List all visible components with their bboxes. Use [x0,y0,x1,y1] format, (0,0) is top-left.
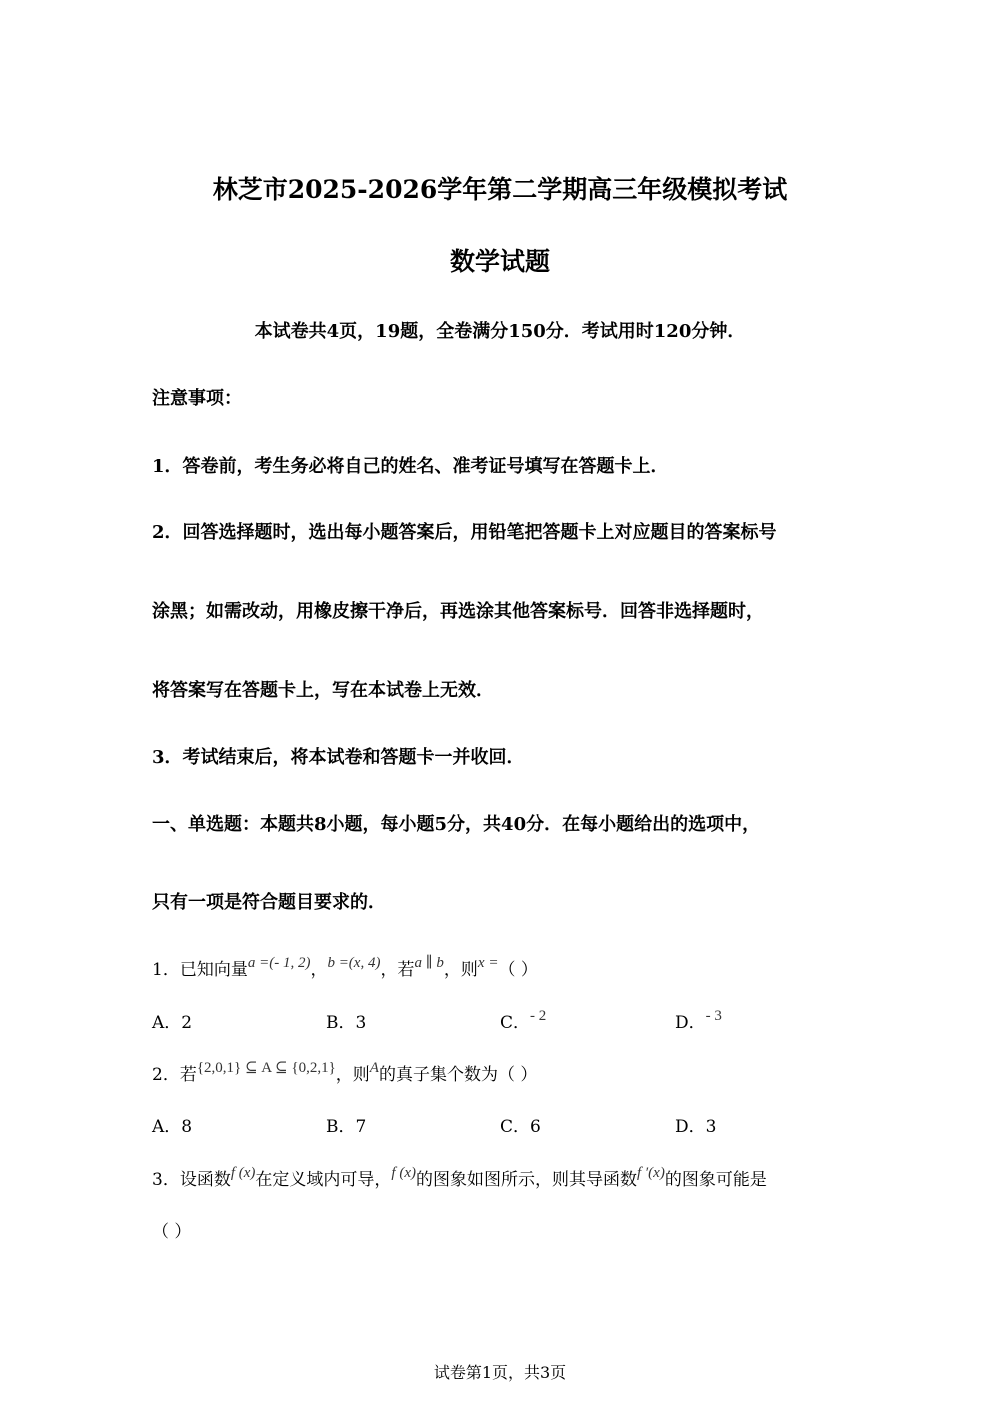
notes-heading: 注意事项： [152,388,242,409]
q1-vector-a: a =(- 1, 2) [247,955,311,971]
page-footer: 试卷第1页，共3页 [433,1363,567,1382]
q2-mid: ，则 [335,1065,370,1085]
note-item-2-line-3: 将答案写在答题卡上，写在本试卷上无效． [152,680,494,701]
q1-option-c-label: C． [500,1013,531,1033]
q1-option-d-label: D． [675,1013,706,1033]
q1-x: x = [477,955,499,971]
q2-option-d: D．3 [675,1117,717,1137]
note-item-1: 1．答卷前，考生务必将自己的姓名、准考证号填写在答题卡上． [152,456,669,477]
section-heading-line-2: 只有一项是符合题目要求的． [152,892,386,913]
question-1 [152,955,538,980]
q1-suffix: （ ） [498,960,538,980]
q1-condition: a ∥ b [414,955,444,971]
exam-title: 林芝市2025-2026学年第二学期高三年级模拟考试 [212,175,788,204]
q2-option-c: C．6 [500,1117,541,1137]
q3-mid2: 的图象如图所示，则其导函数 [415,1170,637,1190]
q3-function-f-2: f (x) [391,1165,416,1181]
note-item-2-line-2: 涂黑；如需改动，用橡皮擦干净后，再选涂其他答案标号．回答非选择题时， [152,601,764,622]
q1-option-a: A．2 [152,1013,193,1033]
note-item-3: 3．考试结束后，将本试卷和答题卡一并收回． [152,747,525,768]
q2-set-a: A [369,1060,379,1076]
q1-option-c [500,1008,546,1033]
q3-mid1: 在定义域内可导， [255,1170,392,1190]
exam-info: 本试卷共4页，19题，全卷满分150分．考试用时120分钟． [254,321,746,342]
note-item-2-line-1: 2．回答选择题时，选出每小题答案后，用铅笔把答题卡上对应题目的答案标号 [152,522,777,543]
question-3 [152,1165,767,1190]
q3-function-f: f (x) [230,1165,256,1181]
q1-option-d-value: - 3 [705,1008,722,1024]
q2-option-a: A．8 [152,1117,193,1137]
q1-option-d [675,1008,722,1033]
question-2 [152,1060,537,1085]
exam-subject: 数学试题 [449,247,550,276]
q2-option-b: B．7 [326,1117,367,1137]
q2-suffix: 的真子集个数为（ ） [378,1065,538,1085]
section-heading-line-1: 一、单选题：本题共8小题，每小题5分，共40分．在每小题给出的选项中， [152,814,761,835]
q3-derivative: f ′(x) [636,1165,665,1181]
q1-mid: ，若 [380,960,415,980]
q2-set-relation: {2,0,1} ⊆ A ⊆ {0,2,1} [196,1060,336,1076]
q1-vector-b: b =(x, 4) [327,955,381,971]
q1-mid2: ，则 [443,960,478,980]
q3-answer-paren: （ ） [152,1222,192,1242]
q1-option-c-value: - 2 [530,1008,547,1024]
q3-prefix: 3．设函数 [152,1170,231,1190]
q2-prefix: 2．若 [152,1065,197,1085]
q1-sep: ， [310,960,328,980]
q3-suffix: 的图象可能是 [664,1170,767,1190]
q1-option-b: B．3 [326,1013,367,1033]
q1-prefix: 1．已知向量 [152,960,248,980]
